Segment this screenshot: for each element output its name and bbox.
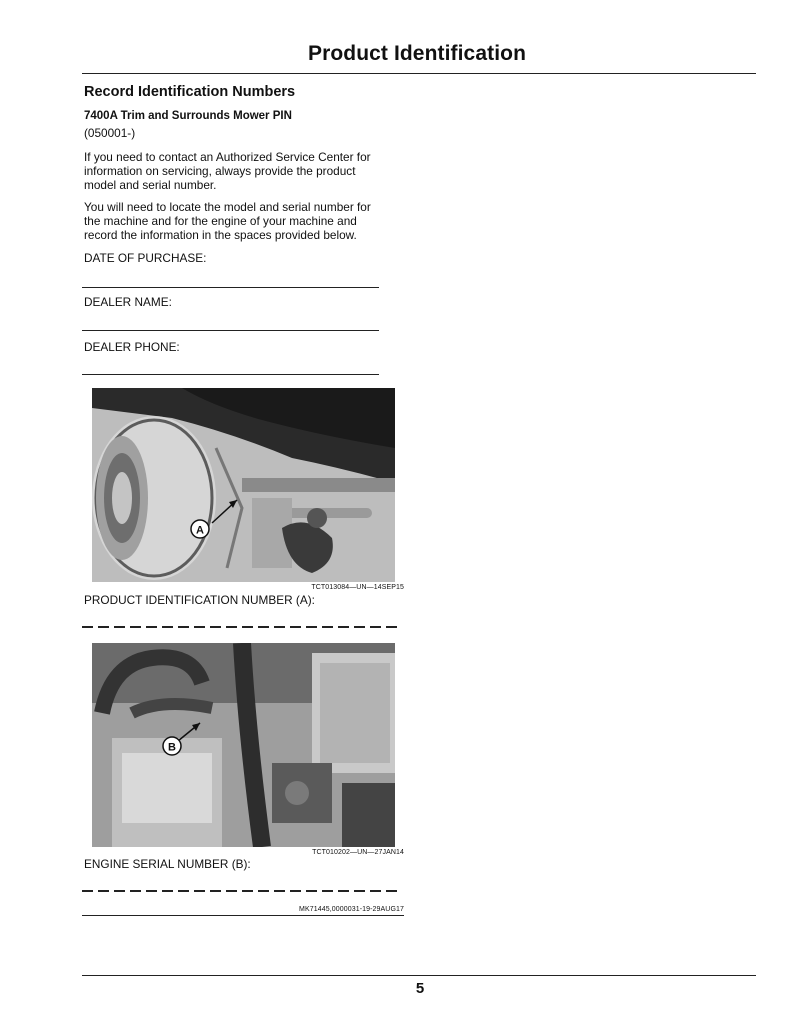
product-id-field[interactable] xyxy=(82,626,400,628)
paragraph-record-info xyxy=(84,200,414,242)
mower-frame-photo xyxy=(92,388,395,582)
paragraph-line: If you need to contact an Authorized Service Center for xyxy=(84,150,371,164)
title-divider xyxy=(82,73,756,74)
engine-serial-field[interactable] xyxy=(82,890,400,892)
date-of-purchase-label: DATE OF PURCHASE: xyxy=(84,251,207,265)
engine-serial-label: ENGINE SERIAL NUMBER (B): xyxy=(84,857,251,871)
paragraph-line: record the information in the spaces provided below. xyxy=(84,228,357,242)
serial-range: (050001-) xyxy=(84,126,136,140)
document-id-divider xyxy=(82,915,404,916)
document-id: MK71445,0000031-19-29AUG17 xyxy=(299,906,404,913)
mower-frame-illustration xyxy=(92,388,395,582)
page-number: 5 xyxy=(415,980,425,997)
paragraph-line: information on servicing, always provide the product xyxy=(84,164,356,178)
dealer-phone-field[interactable] xyxy=(82,374,379,375)
dealer-name-field[interactable] xyxy=(82,330,379,331)
date-of-purchase-field[interactable] xyxy=(82,287,379,288)
paragraph-line: the machine and for the engine of your machine and xyxy=(84,214,357,228)
product-id-label: PRODUCT IDENTIFICATION NUMBER (A): xyxy=(84,593,315,607)
figure1-caption: TCT013084—UN—14SEP15 xyxy=(311,584,404,591)
section-heading: Record Identification Numbers xyxy=(84,84,296,100)
engine-illustration xyxy=(92,643,395,847)
engine-photo xyxy=(92,643,395,847)
paragraph-service-info xyxy=(84,150,414,192)
figure2-caption: TCT010202—UN—27JAN14 xyxy=(312,849,404,856)
dealer-name-label: DEALER NAME: xyxy=(84,295,172,309)
callout-a-label: A xyxy=(196,524,204,537)
callout-b-label: B xyxy=(168,741,176,754)
page-title: Product Identification xyxy=(307,42,527,65)
paragraph-line: You will need to locate the model and serial number for xyxy=(84,200,371,214)
dealer-phone-label: DEALER PHONE: xyxy=(84,340,180,354)
footer-divider xyxy=(82,975,756,976)
sub-heading: 7400A Trim and Surrounds Mower PIN xyxy=(84,110,292,122)
paragraph-line: model and serial number. xyxy=(84,178,217,192)
